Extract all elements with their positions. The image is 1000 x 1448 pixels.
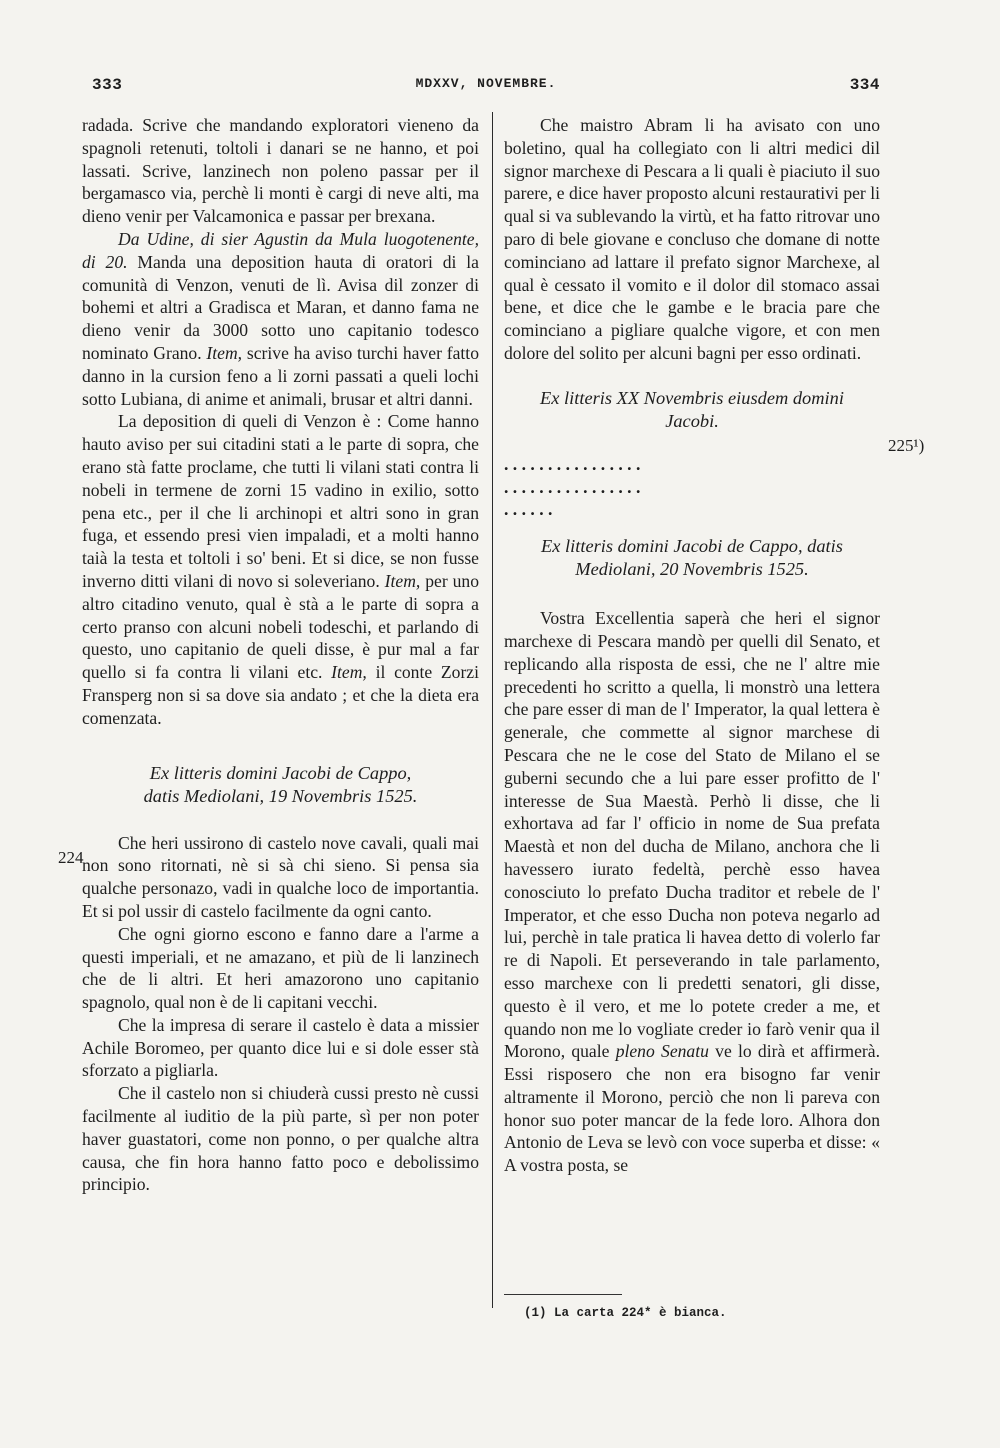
item-word: Item, xyxy=(206,342,243,363)
paragraph xyxy=(82,228,479,410)
item-word: Item, xyxy=(384,570,421,591)
paragraph: Che il castelo non si chiuderà cussi presto nè cussi facilmente al iuditio de la più parte, sì per non poter haver guastatori, come non ponno, o per qualche altra causa, che fin hora hanno fatto poco e debolissimo principio. xyxy=(82,1083,479,1195)
footnote-rule xyxy=(504,1294,622,1295)
dispatch-heading: Da Udine, di sier Agustin da Mula luogotenente, di 20. xyxy=(82,228,479,272)
paragraph xyxy=(504,607,880,1177)
column-divider xyxy=(492,112,493,1308)
letter-heading-line: datis Mediolani, 19 Novembris 1525. xyxy=(143,785,418,806)
margin-number-right: 225¹) xyxy=(888,436,925,455)
text-run: il conte Zorzi Fransperg non si sa dove sia andato ; et che la dieta era comenzata. xyxy=(82,662,479,728)
dots-line: . . . . . . . . . . . . . . . . xyxy=(504,476,641,497)
paragraph: Che la impresa di serare il castelo è data a missier Achile Boromeo, per quanto dice lui e si dole esser stà sforzato a pigliarla. xyxy=(82,1014,479,1081)
left-column xyxy=(82,114,479,1196)
paragraph: Che heri ussirono di castelo nove cavali, quali mai non sono ritornati, nè si sà chi sieno. Si pensa sia qualche personazo, vadi in qualche loco de importantia. Et si pol ussir di castelo facilmente da ogni canto. xyxy=(82,832,479,921)
letter-heading-line: Mediolani, 20 Novembris 1525. xyxy=(575,559,809,580)
letter-heading-line: Ex litteris XX Novembris eiusdem domini xyxy=(540,387,844,408)
item-word: Item, xyxy=(331,662,367,683)
running-header xyxy=(92,76,880,102)
letter-heading xyxy=(504,535,880,581)
paragraph: Che maistro Abram li ha avisato con uno boletino, qual ha collegiato con li altri medici dil signor marchexe di Pescara a li quali è piaciuto il suo parere, e dice haver proposto alcuni restaurativi per li qual si va sublevando la virtù, et ha fatto ritrovar uno paro di bele giovane e concluso che domane di notte cominciano ad lattare il prefato signor Marchexe, al qual è cessato il vomito e il dolor dil stomaco assai bene, et dice che le gambe e le bracia pare che cominciano a pigliare qualche vigore, et con men dolore del solito per alcuni bagni per esso ordinati. xyxy=(504,115,880,363)
text-run: ve lo dirà et affirmerà. Essi risposero che non era bisogno far venir altramente il Morono, perciò che non li pareva con honor suo poter mancar de la fede loro. Alhora don Antonio de Leva se levò con voce superba et disse: « A vostra posta, se xyxy=(504,1041,880,1176)
letter-heading-line: Jacobi. xyxy=(665,410,719,431)
letter-heading xyxy=(82,762,479,808)
margin-number-left: 224 xyxy=(58,848,84,867)
italic-phrase: pleno Senatu xyxy=(615,1041,709,1062)
paragraph xyxy=(82,410,479,729)
letter-heading-line: Ex litteris domini Jacobi de Cappo, datis xyxy=(541,536,843,557)
text-run: per uno altro citadino venuto, qual è stà a le parte di sopra a certo pranso con alcuni nobeli todeschi, et parlando di questo, uno capitanio de queli disse, è pur mal a far quello si fa contra li vilani etc. xyxy=(82,570,479,683)
letter-heading-line: Ex litteris domini Jacobi de Cappo, xyxy=(149,762,412,783)
footnote: (1) La carta 224* è bianca. xyxy=(524,1306,727,1320)
paragraph: Che ogni giorno escono e fanno dare a l'arme a questi imperiali, et ne amazano, et più de li lanzinech che de li altri. Et heri amazorono uno capitanio spagnolo, qual non è de li capitani vecchi. xyxy=(82,923,479,1013)
right-page-number: 334 xyxy=(849,76,880,94)
right-column xyxy=(504,114,880,1177)
paragraph: radada. Scrive che mandando exploratori vieneno da spagnoli retenuti, toltoli i danari se ne hanno, et poi lassati. Scrive, lanzinech non poleno passar per il bergamasco via, perchè li monti è cargi di neve alti, ma dieno venir per Valcamonica e passar per brexana. xyxy=(82,115,479,227)
left-page-number: 333 xyxy=(92,76,123,94)
running-title: MDXXV, NOVEMBRE. xyxy=(415,76,557,91)
dots-line: . . . . . . . . . . . . . . . . xyxy=(504,453,641,474)
text-run: Manda una deposition hauta di oratori di la comunità di Venzon, venuti de lì. Avisa dil zonzer di bohemi et altri a Gradisca et Maran, et danno fama ne dieno venir da 3000 sotto uno capitanio todesco nominato Grano. xyxy=(82,251,479,363)
text-run: La deposition di queli di Venzon è : Come hanno hauto aviso per sui citadini stati a le parte di sopra, che erano stà fatte proclame, che tutti li vilani stati contra li nobeli in termene de zorni 15 vadino in exilio, sotto pena etc., per il che li archinopi et altri sono in gran fuga, et essendo presi vien impaladi, et a molti hanno taià la testa et toltoli i so' beni. Et si dice, se non fusse inverno ditti vilani di novo si soleveriano. xyxy=(82,411,479,591)
text-run: Vostra Excellentia saperà che heri el signor marchexe di Pescara mandò per quelli dil Senato, et replicando alla risposta de essi, che ne l' altre mie precedenti ho scritto a quella, li monstrò una lettera che pare esser di man de l' Imperator, la qual lettera è generale, che commette al signor marchese di Pescara che ne le cose del Stato de Milano el se guberni secundo che a lui pare esser profitto de l' interesse de Sua Maestà. Perhò li disse, che li exhortava ad far l' officio in nome de Sua prefata Maestà et non del ducha de Milano, anchora che li havessero iurato fedeltà, perchè esso havea conosciuto lo prefato Ducha traditor et rebele de l' Imperator, et che esso Ducha non poteva negarlo ad lui, perchè in tale pratica li havea detto di volerlo far re di Napoli. Et perseverando in tale parlamento, esso marchexe con li predetti senatori, gli disse, questo è il vero, et me lo potete creder a me, et quando non me lo vogliate creder io farò venir qua il Morono, quale xyxy=(504,608,880,1062)
dots-line: . . . . . . xyxy=(504,499,553,520)
text-run: scrive ha aviso turchi haver fatto danno in la cursion feno a li zorni passati a queli lochi sotto Lubiana, di anime et animali, brusar et altri danni. xyxy=(82,342,479,409)
letter-heading xyxy=(504,387,880,433)
omission-dots xyxy=(504,453,880,521)
